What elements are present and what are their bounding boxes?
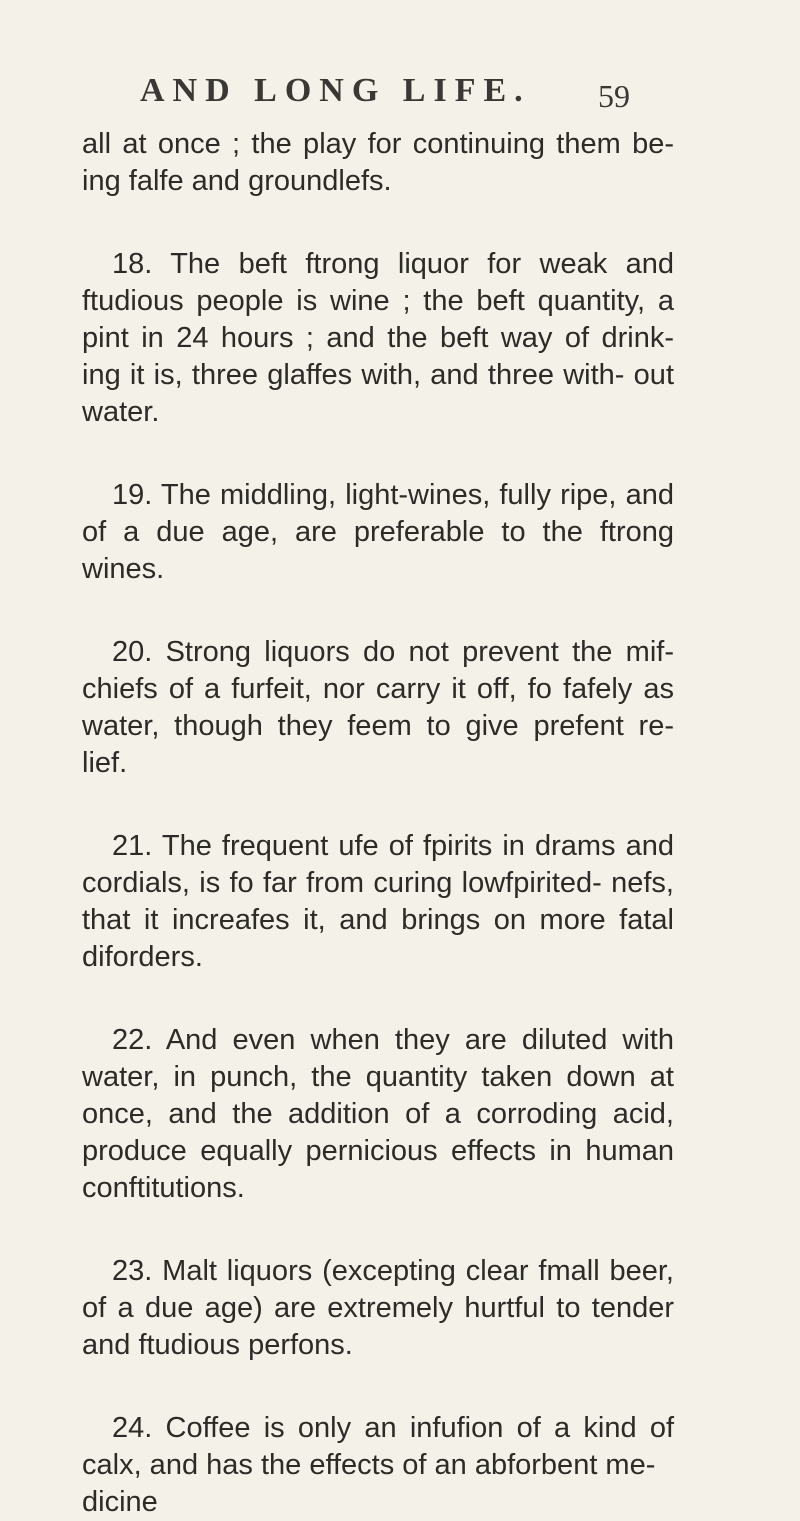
paragraph-24 [82,1410,674,1521]
paragraph-text: all at once ; the play for continuing them be- ing falfe and groundlefs. [82,128,674,197]
paragraph-continuation [82,126,674,200]
catchword: dicine [82,1486,158,1518]
page-number: 59 [598,78,630,114]
paragraph-text: 19. The middling, light-wines, fully ripe, and of a due age, are preferable to the ftrong wines. [82,479,674,585]
paragraph-text: 22. And even when they are diluted with water, in punch, the quantity taken down at once, and the addition of a corroding acid, produce equally pernicious effects in human conftitutions. [82,1024,674,1204]
paragraph-21 [82,828,674,976]
page-header [0,72,800,116]
paragraph-text: 20. Strong liquors do not prevent the mif- chiefs of a furfeit, nor carry it off, fo fafely as water, though they feem to give prefent re- lief. [82,636,674,779]
paragraph-text: 18. The beft ftrong liquor for weak and ftudious people is wine ; the beft quantity, a pint in 24 hours ; and the beft way of drink- ing it is, three glaffes with, and three with- out water. [82,248,674,428]
paragraph-23 [82,1253,674,1364]
paragraph-22 [82,1022,674,1207]
paragraph-19 [82,477,674,588]
paragraph-18 [82,246,674,431]
body-text [82,126,674,1521]
running-title: AND LONG LIFE. [140,72,531,109]
paragraph-20 [82,634,674,782]
paragraph-text: 23. Malt liquors (excepting clear fmall beer, of a due age) are extremely hurtful to tender and ftudious perfons. [82,1255,674,1361]
paragraph-text: 21. The frequent ufe of fpirits in drams and cordials, is fo far from curing lowfpirited- nefs, that it increafes it, and brings on more fatal diforders. [82,830,674,973]
paragraph-text: 24. Coffee is only an infufion of a kind of calx, and has the effects of an abforbent me- [82,1412,674,1481]
